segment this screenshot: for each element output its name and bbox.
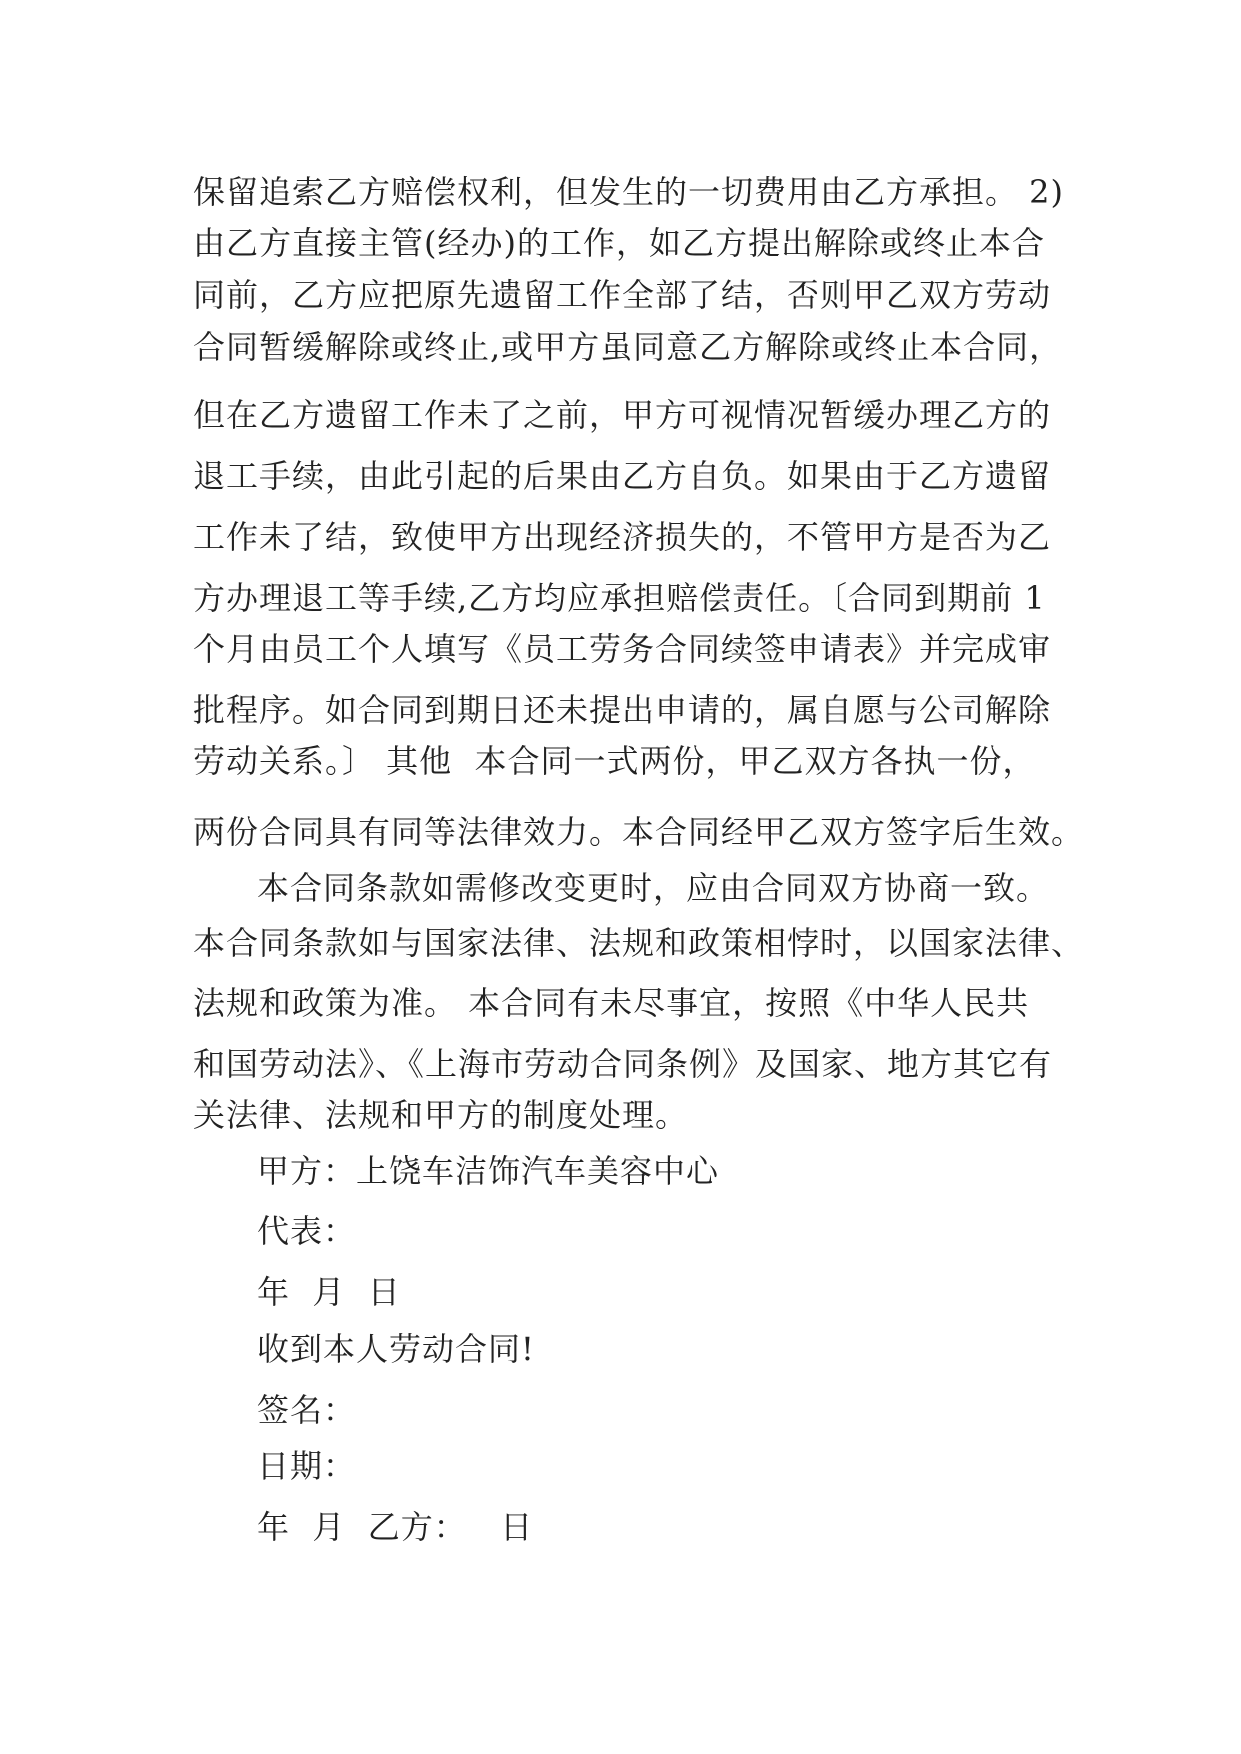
body-line: 劳动关系。〕 其他 本合同一式两份，甲乙双方各执一份，	[193, 742, 1036, 780]
body-line: 关法律、法规和甲方的制度处理。	[193, 1096, 689, 1134]
body-line: 本合同条款如与国家法律、法规和政策相悖时，以国家法律、	[193, 924, 1085, 962]
body-line: 法规和政策为准。 本合同有未尽事宜，按照《中华人民共	[193, 984, 1030, 1022]
body-line: 两份合同具有同等法律效力。本合同经甲乙双方签字后生效。	[193, 813, 1085, 851]
date-label-line: 日期：	[257, 1447, 357, 1485]
body-line: 批程序。如合同到期日还未提出申请的，属自愿与公司解除	[193, 691, 1052, 729]
body-line: 合同暂缓解除或终止,或甲方虽同意乙方解除或终止本合同，	[193, 328, 1063, 366]
paragraph-first-line: 本合同条款如需修改变更时，应由合同双方协商一致。	[257, 869, 1050, 907]
body-line: 但在乙方遗留工作未了之前，甲方可视情况暂缓办理乙方的	[193, 396, 1052, 434]
date-line: 年 月 日	[257, 1273, 401, 1311]
party-a-line: 甲方：上饶车洁饰汽车美容中心	[257, 1152, 720, 1190]
body-line: 保留追索乙方赔偿权利，但发生的一切费用由乙方承担。 2)	[193, 173, 1065, 211]
body-line: 和国劳动法》、《上海市劳动合同条例》及国家、地方其它有	[193, 1045, 1053, 1083]
signature-line: 签名：	[257, 1391, 357, 1429]
party-b-date-line: 年 月 乙方： 日	[257, 1508, 534, 1546]
body-line: 个月由员工个人填写《员工劳务合同续签申请表》并完成审	[193, 630, 1052, 668]
body-line: 工作未了结，致使甲方出现经济损失的，不管甲方是否为乙	[193, 518, 1052, 556]
body-line: 同前，乙方应把原先遗留工作全部了结，否则甲乙双方劳动	[193, 276, 1052, 314]
body-line: 方办理退工等手续,乙方均应承担赔偿责任。〔合同到期前 1	[193, 579, 1046, 617]
body-line: 由乙方直接主管(经办)的工作，如乙方提出解除或终止本合	[193, 224, 1045, 262]
body-line: 退工手续，由此引起的后果由乙方自负。如果由于乙方遗留	[193, 457, 1052, 495]
received-line: 收到本人劳动合同!	[257, 1330, 535, 1368]
representative-line: 代表：	[257, 1212, 357, 1250]
